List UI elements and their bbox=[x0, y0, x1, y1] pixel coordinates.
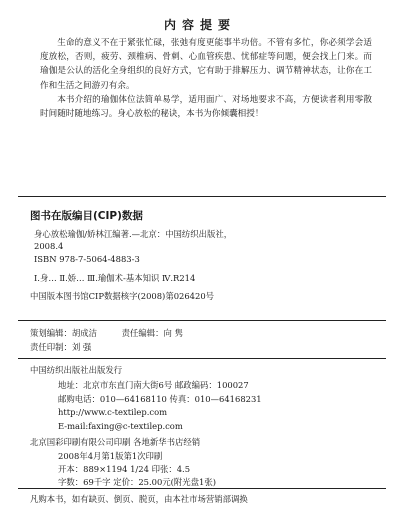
cip-line: ISBN 978-7-5064-4883-3 bbox=[34, 254, 140, 264]
abstract-paragraph: 生命的意义不在于紧张忙碌，张弛有度更能事半功倍。不管有多忙，你必须学会适度放松，否则，疲劳、颈椎病、骨刺、心血管疾患、忧郁症等问题，便会找上门来。而瑜伽是公认的活化全身组织的良好方式，它有助于排解压力、调节精神状态，让你在工作和生活之间游刃有余。 bbox=[40, 38, 372, 91]
section-divider bbox=[18, 320, 386, 321]
publisher-phone: 邮购电话：010—64168110 传真：010—64168231 bbox=[58, 394, 262, 404]
format-info: 开本：889×1194 1/24 印张：4.5 bbox=[58, 464, 191, 474]
credits-row bbox=[30, 327, 183, 339]
printer-info: 北京国彩印刷有限公司印刷 各地新华书店经销 bbox=[30, 437, 201, 447]
cip-line: 身心放松瑜伽/娇林江编著.—北京：中国纺织出版社， bbox=[34, 229, 233, 239]
planning-editor: 策划编辑：胡成洁 bbox=[30, 328, 97, 338]
cip-line: 2008.4 bbox=[34, 241, 64, 251]
pages-price-info: 字数：69千字 定价：25.00元(附光盘1张) bbox=[58, 477, 217, 487]
footer-note: 凡购本书，如有缺页、倒页、脱页，由本社市场营销部调换 bbox=[30, 494, 248, 504]
publisher: 中国纺织出版社出版发行 bbox=[30, 365, 123, 375]
cip-line: Ⅰ.身… Ⅱ.娇… Ⅲ.瑜伽术-基本知识 Ⅳ.R214 bbox=[34, 273, 196, 283]
section-divider bbox=[18, 358, 386, 359]
section-divider bbox=[18, 488, 386, 489]
cip-line: 中国版本图书馆CIP数据核字(2008)第026420号 bbox=[30, 291, 215, 301]
responsible-editor: 责任编辑：向 隽 bbox=[121, 328, 183, 338]
cip-heading: 图书在版编目(CIP)数据 bbox=[30, 210, 143, 222]
responsible-printing: 责任印制：刘 强 bbox=[30, 342, 92, 352]
abstract-title: 内容提要 bbox=[163, 18, 236, 32]
section-divider bbox=[18, 196, 386, 197]
publisher-address: 地址：北京市东直门南大街6号 邮政编码：100027 bbox=[58, 380, 249, 390]
publisher-website: http://www.c-textilep.com bbox=[58, 407, 168, 417]
publisher-email: E-mail:faxing@c-textilep.com bbox=[58, 421, 183, 431]
edition-info: 2008年4月第1版第1次印刷 bbox=[58, 451, 163, 461]
abstract-body bbox=[40, 36, 372, 121]
abstract-paragraph: 本书介绍的瑜伽体位法简单易学，适用面广、对场地要求不高，方便读者利用零散时间随时随地练习。身心放松的秘诀，本书为你倾囊相授！ bbox=[40, 94, 372, 120]
